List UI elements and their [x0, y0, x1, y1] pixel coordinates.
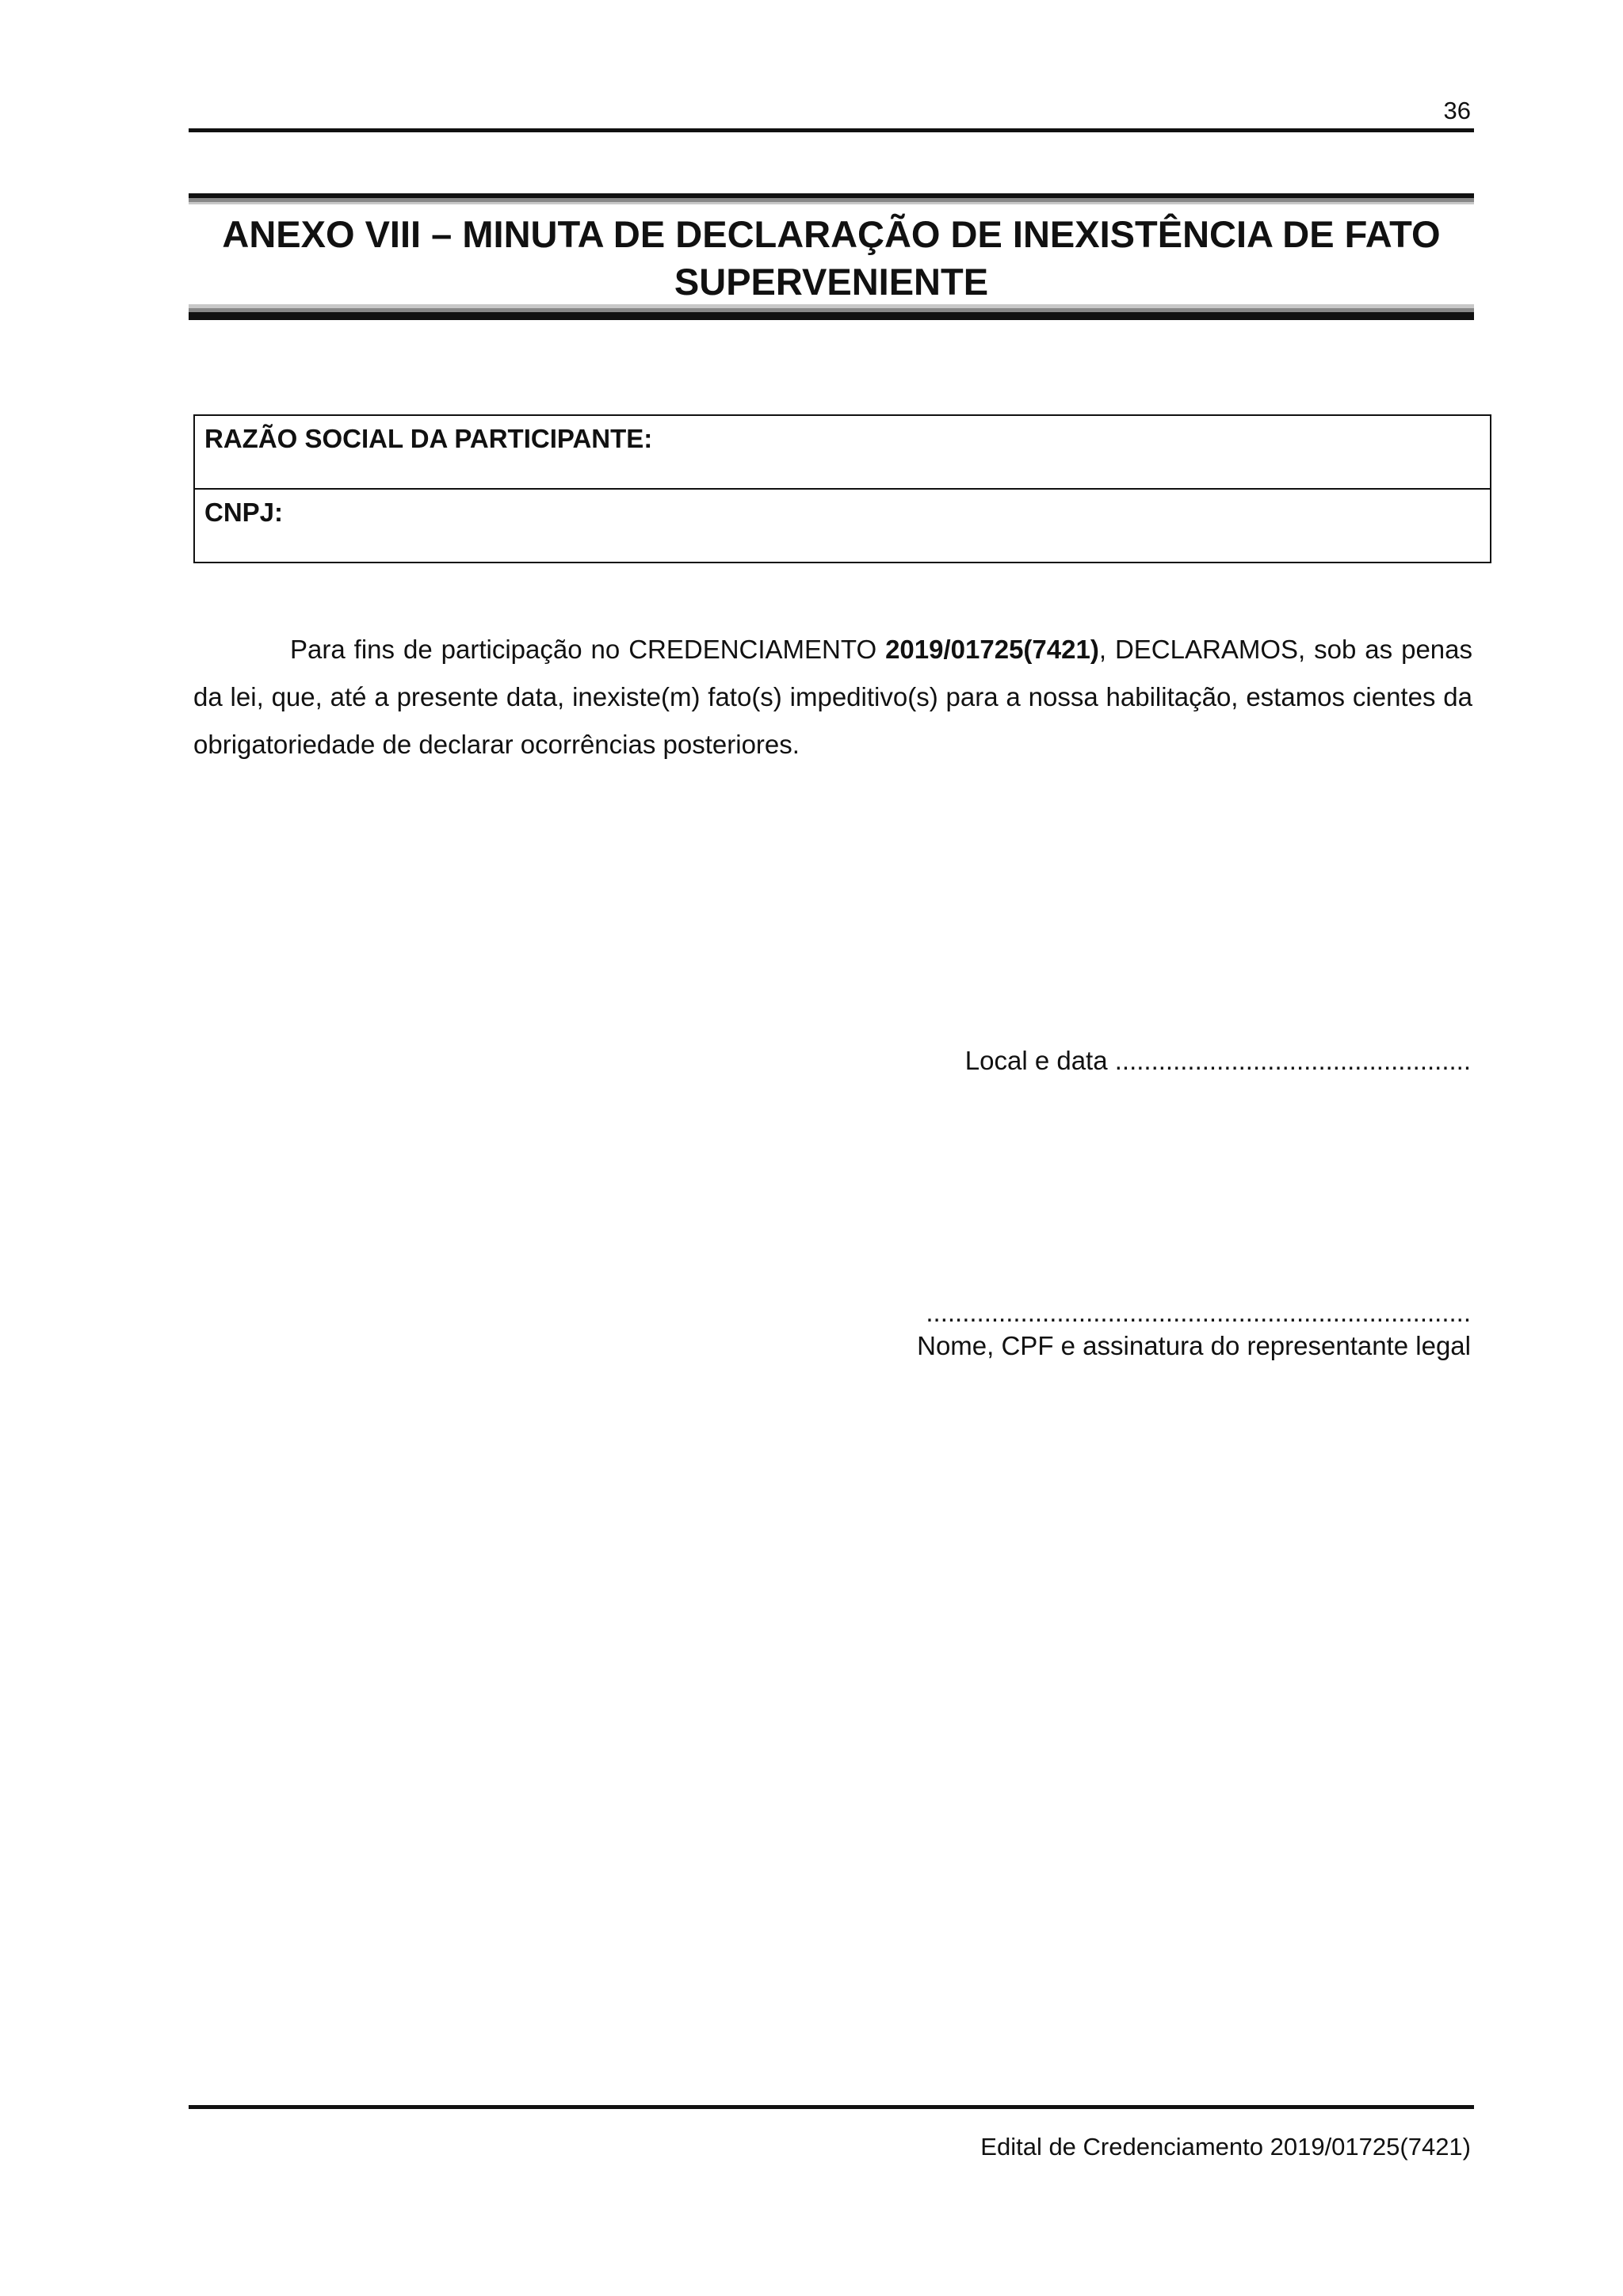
declaration-text-start: Para fins de participação no CREDENCIAMENTO	[290, 635, 886, 664]
table-row	[194, 489, 1491, 563]
title-line-1: ANEXO VIII – MINUTA DE DECLARAÇÃO DE INEXISTÊNCIA DE FATO	[222, 213, 1441, 255]
participant-info-table	[193, 414, 1491, 563]
header-rule	[189, 128, 1474, 132]
declaration-text-end: , DECLARAMOS, sob as penas da lei, que, até a presente data, inexiste(m) fato(s) impeditivo(s) para a nossa habilitação, estamos cientes da obrigatoriedade de declarar ocorrências posteriores.	[193, 635, 1473, 759]
company-name-field: RAZÃO SOCIAL DA PARTICIPANTE:	[194, 415, 1491, 489]
cnpj-field: CNPJ:	[194, 489, 1491, 563]
footer-text: Edital de Credenciamento 2019/01725(7421)	[980, 2133, 1471, 2161]
signature-caption: Nome, CPF e assinatura do representante legal	[917, 1331, 1471, 1360]
footer-rule	[189, 2105, 1474, 2109]
signature-line: ...........................................................................	[926, 1298, 1471, 1327]
declaration-paragraph	[193, 626, 1472, 769]
document-title	[189, 211, 1474, 306]
title-line-2: SUPERVENIENTE	[674, 261, 989, 303]
page-number: 36	[1443, 97, 1471, 124]
process-number: 2019/01725(7421)	[885, 635, 1099, 664]
table-row	[194, 415, 1491, 489]
place-and-date: Local e data .................................................	[964, 1046, 1471, 1075]
title-band-top	[189, 193, 1474, 208]
title-band-bottom	[189, 303, 1474, 320]
